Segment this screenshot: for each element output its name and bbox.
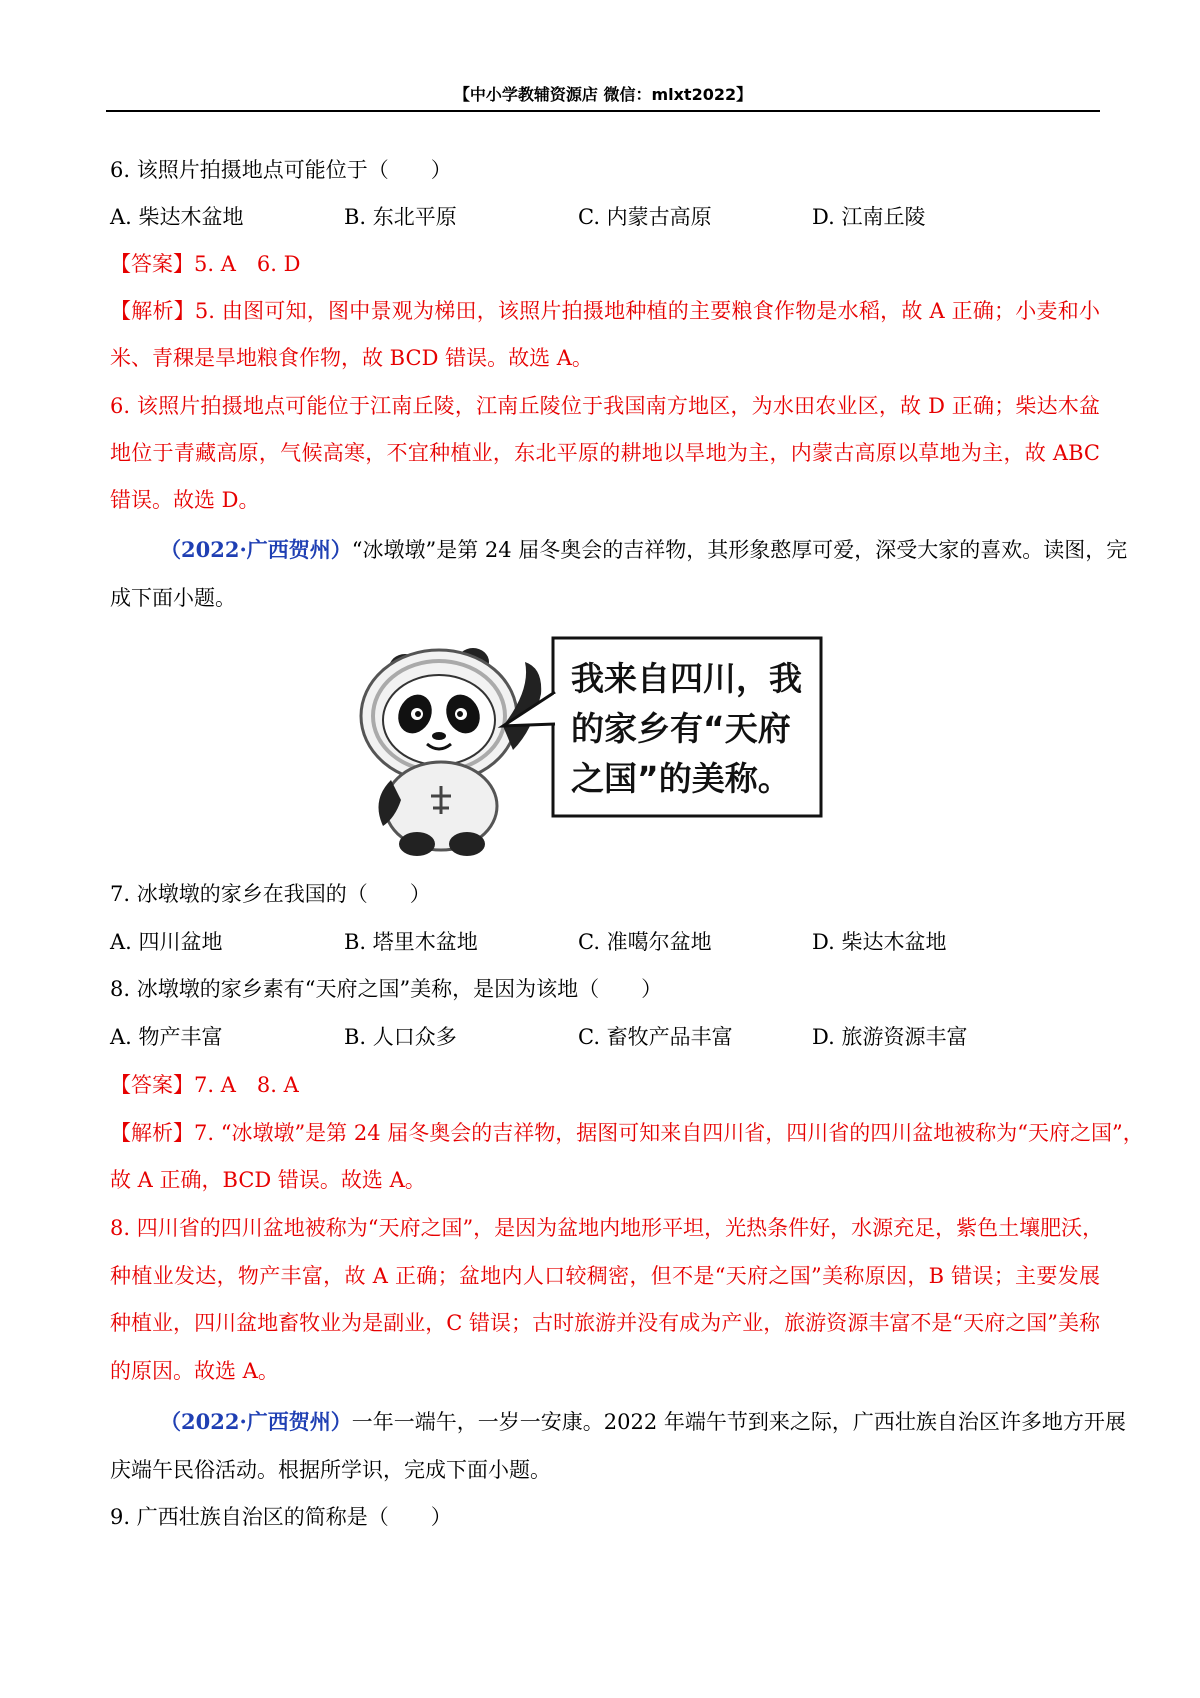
analysis-5-line1: 【解析】5. 由图可知，图中景观为梯田，该照片拍摄地种植的主要粮食作物是水稻，故 A 正确；小麦和小 xyxy=(110,299,1100,323)
analysis-8-line2: 种植业发达，物产丰富，故 A 正确；盆地内人口较稠密，但不是“天府之国”美称原因，B 错误；主要发展 xyxy=(110,1264,1100,1288)
q7-option-b: B. 塔里木盆地 xyxy=(344,930,478,954)
q9-stem: 9. 广西壮族自治区的简称是（ ） xyxy=(110,1505,452,1529)
speech-line-1: 我来自四川，我 xyxy=(571,659,802,698)
analysis-7-line1: 【解析】7. “冰墩墩”是第 24 届冬奥会的吉祥物，据图可知来自四川省，四川省的四川盆地被称为“天府之国”， xyxy=(110,1121,1144,1145)
analysis-5-line2: 米、青稞是旱地粮食作物，故 BCD 错误。故选 A。 xyxy=(110,346,593,370)
analysis-6-line1: 6. 该照片拍摄地点可能位于江南丘陵，江南丘陵位于我国南方地区，为水田农业区，故 D 正确；柴达木盆 xyxy=(110,394,1100,418)
mascot-figure xyxy=(335,630,827,858)
intro-9-line2: 庆端午民俗活动。根据所学识，完成下面小题。 xyxy=(110,1458,551,1482)
q6-option-b: B. 东北平原 xyxy=(344,205,457,229)
speech-line-3: 之国”的美称。 xyxy=(571,759,791,798)
q6-option-c: C. 内蒙古高原 xyxy=(578,205,712,229)
analysis-6-line2: 地位于青藏高原，气候高寒，不宜种植业，东北平原的耕地以旱地为主，内蒙古高原以草地为主，故 ABC xyxy=(110,441,1100,465)
q8-option-a: A. 物产丰富 xyxy=(110,1025,223,1049)
page-header: 【中小学教辅资源店 微信：mlxt2022】 xyxy=(453,85,753,104)
q7-option-c: C. 准噶尔盆地 xyxy=(578,930,712,954)
intro-text: “冰墩墩”是第 24 届冬奥会的吉祥物，其形象憨厚可爱，深受大家的喜欢。读图，完 xyxy=(351,538,1128,562)
analysis-8-line3: 种植业，四川盆地畜牧业为是副业，C 错误；古时旅游并没有成为产业，旅游资源丰富不是“天府之国”美称 xyxy=(110,1311,1100,1335)
header-rule xyxy=(106,110,1100,112)
answer-5-6: 【答案】5. A 6. D xyxy=(110,252,301,276)
speech-bubble xyxy=(503,638,821,816)
analysis-7-line2: 故 A 正确，BCD 错误。故选 A。 xyxy=(110,1168,426,1192)
answer-7-8: 【答案】7. A 8. A xyxy=(110,1073,299,1097)
q8-option-b: B. 人口众多 xyxy=(344,1025,457,1049)
analysis-8-line4: 的原因。故选 A。 xyxy=(110,1359,279,1383)
source-tag-2: （2022·广西贺州） xyxy=(160,1409,352,1434)
intro-7-8-line2: 成下面小题。 xyxy=(110,586,236,610)
analysis-8-line1: 8. 四川省的四川盆地被称为“天府之国”，是因为盆地内地形平坦，光热条件好，水源充足，紫色土壤肥沃， xyxy=(110,1216,1104,1240)
intro-9-text: 一年一端午，一岁一安康。2022 年端午节到来之际，广西壮族自治区许多地方开展 xyxy=(351,1410,1126,1434)
speech-line-2: 的家乡有“天府 xyxy=(571,709,791,748)
q7-stem: 7. 冰墩墩的家乡在我国的（ ） xyxy=(110,882,431,906)
q6-option-d: D. 江南丘陵 xyxy=(812,205,926,229)
q7-option-a: A. 四川盆地 xyxy=(110,930,223,954)
intro-7-8-line1 xyxy=(160,536,1128,564)
q6-stem: 6. 该照片拍摄地点可能位于（ ） xyxy=(110,158,452,182)
source-tag: （2022·广西贺州） xyxy=(160,537,352,562)
q8-option-d: D. 旅游资源丰富 xyxy=(812,1025,968,1049)
intro-9-line1 xyxy=(160,1408,1126,1436)
q8-stem: 8. 冰墩墩的家乡素有“天府之国”美称，是因为该地（ ） xyxy=(110,977,663,1001)
q8-option-c: C. 畜牧产品丰富 xyxy=(578,1025,733,1049)
q7-option-d: D. 柴达木盆地 xyxy=(812,930,947,954)
mascot-illustration xyxy=(361,648,541,856)
q6-option-a: A. 柴达木盆地 xyxy=(110,205,244,229)
analysis-6-line3: 错误。故选 D。 xyxy=(110,488,260,512)
